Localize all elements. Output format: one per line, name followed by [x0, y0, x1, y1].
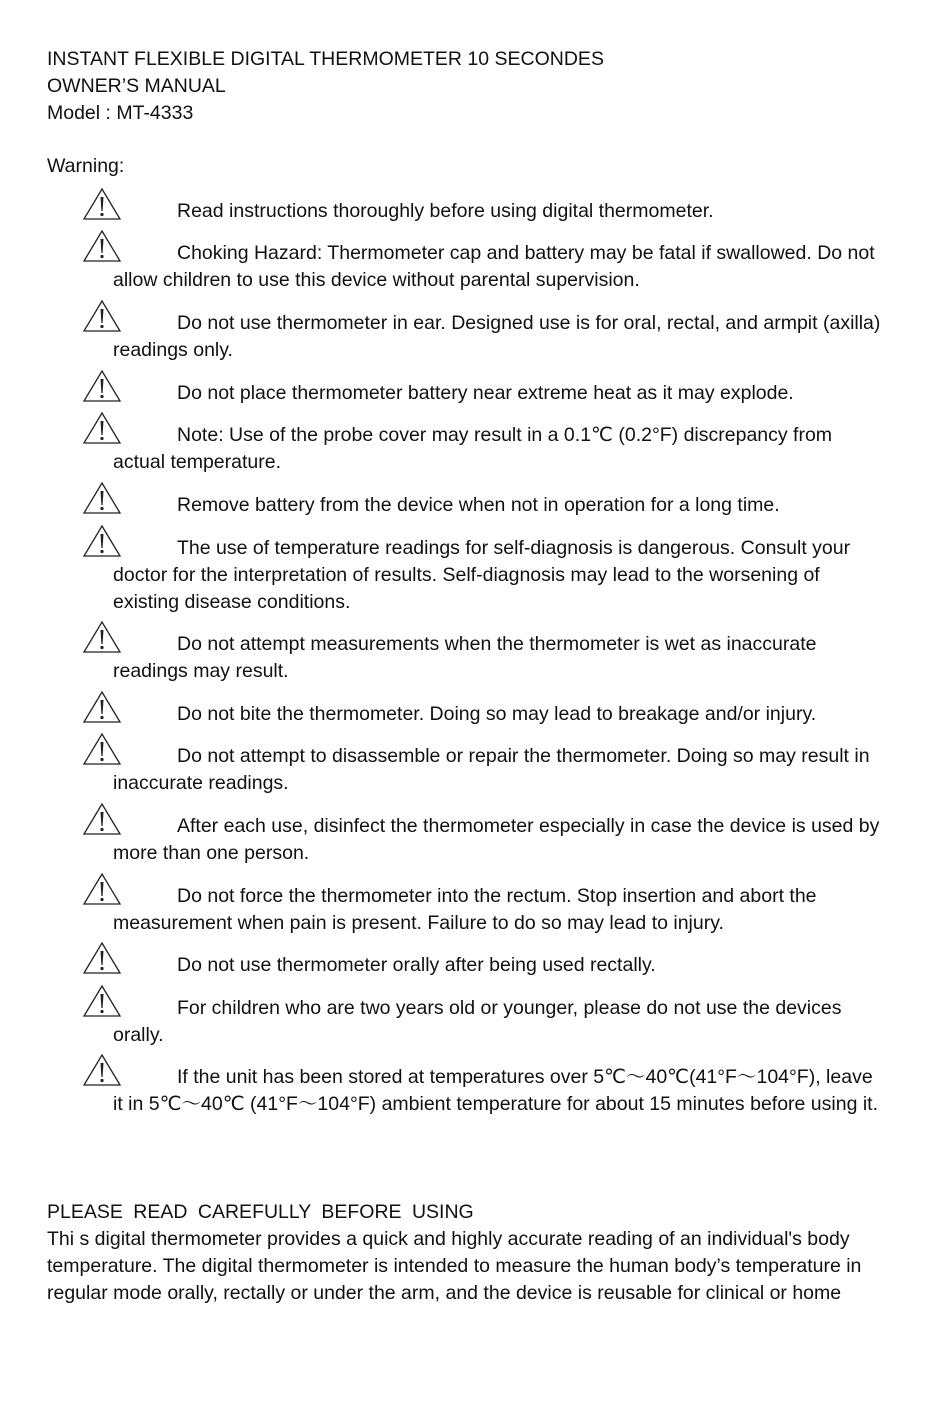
warning-text: For children who are two years old or younger, please do not use the devices orally. — [113, 997, 842, 1046]
warning-text: The use of temperature readings for self-diagnosis is dangerous. Consult your doctor for the interpretation of results. Self-diagnosis may lead to the worsening of existing disease conditions. — [113, 537, 851, 613]
product-title: INSTANT FLEXIBLE DIGITAL THERMOMETER 10 SECONDES — [47, 48, 604, 70]
warning-text: Note: Use of the probe cover may result in a 0.1℃ (0.2°F) discrepancy from actual temperature. — [113, 424, 833, 473]
section-title: PLEASE READ CAREFULLY BEFORE USING — [47, 1201, 474, 1223]
warning-text: Do not place thermometer battery near extreme heat as it may explode. — [177, 382, 794, 404]
model-number: Model : MT-4333 — [47, 102, 194, 124]
warning-text: Do not bite the thermometer. Doing so may lead to breakage and/or injury. — [177, 703, 817, 725]
manual-header — [47, 46, 604, 127]
warning-text: Read instructions thoroughly before using digital thermometer. — [177, 200, 714, 222]
warning-heading: Warning: — [47, 155, 125, 177]
manual-title: OWNER’S MANUAL — [47, 75, 226, 97]
warning-text: Do not use thermometer orally after being used rectally. — [177, 954, 656, 976]
warning-text: Do not attempt to disassemble or repair the thermometer. Doing so may result in inaccurate readings. — [113, 745, 870, 794]
warning-text: Remove battery from the device when not in operation for a long time. — [177, 494, 780, 516]
warning-text: If the unit has been stored at temperatures over 5℃～40℃(41°F～104°F), leave it in 5℃～40℃ (41°F～104°F) ambient temperature for about 15 minutes before using it. — [113, 1066, 879, 1115]
warning-text: Do not force the thermometer into the rectum. Stop insertion and abort the measurement when pain is present. Failure to do so may lead to injury. — [113, 885, 817, 934]
intro-section — [47, 1199, 897, 1307]
warning-text: After each use, disinfect the thermometer especially in case the device is used by more than one person. — [113, 815, 880, 864]
warning-text: Do not attempt measurements when the thermometer is wet as inaccurate readings may result. — [113, 633, 817, 682]
section-body: Thi s digital thermometer provides a quick and highly accurate reading of an individual's body temperature. The digital thermometer is intended to measure the human body’s temperature in regular mode orally, rectally or under the arm, and the device is reusable for clinical or home — [47, 1228, 862, 1304]
warning-text: Do not use thermometer in ear. Designed use is for oral, rectal, and armpit (axilla) readings only. — [113, 312, 881, 361]
warning-text: Choking Hazard: Thermometer cap and battery may be fatal if swallowed. Do not allow children to use this device without parental supervision. — [113, 242, 875, 291]
